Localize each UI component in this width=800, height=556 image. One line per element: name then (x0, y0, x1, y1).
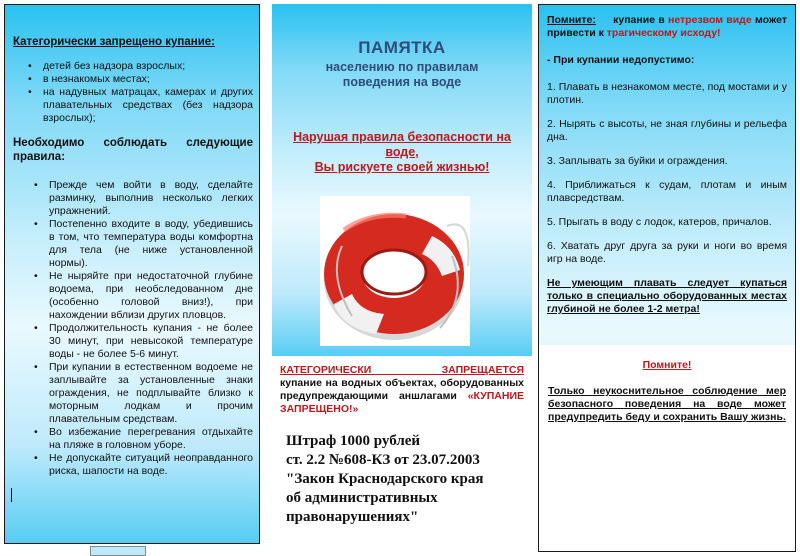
right-panel (538, 4, 796, 552)
list-item: 2. Нырять с высоты, не зная глубины и рельефа дна. (547, 118, 787, 143)
banned-sign: «КУПАНИЕ ЗАПРЕЩЕНО!» (280, 390, 525, 415)
remember-heading: Помните! (642, 359, 692, 371)
banned-text: купание на водных объектах, оборудованных предупреждающими аншлагами (280, 377, 524, 402)
unacceptable-heading: - При купании недопустимо: (547, 54, 695, 66)
bottom-strip (90, 546, 146, 556)
subtitle: населению по правилам поведения на воде (325, 60, 479, 89)
list-item: • Постепенно входите в воду, убедившись в том, что температура воды комфортна для тела (не ниже установленной нормы). (49, 218, 253, 270)
list-item: • Во избежание перегревания отдыхайте на пляже в головном уборе. (49, 426, 253, 452)
final-area (539, 345, 795, 551)
forbidden-heading: Категорически запрещено купание: (13, 36, 216, 48)
nonswimmers-note: Не умеющим плавать следует купаться только в специально оборудованных местах глубиной не более 1-2 метра! (547, 277, 787, 315)
list-item: • на надувных матрацах, камерах и других плавательных средствах (без надзора взрослых); (43, 86, 253, 125)
title-area (272, 4, 532, 356)
left-panel (4, 4, 260, 544)
list-item: • Продолжительность купания - не более 30 минут, при невысокой температуре воды - не более 5-6 минут. (49, 322, 253, 361)
list-item: 1. Плавать в незнакомом месте, под мостами и у плотин. (547, 81, 787, 106)
banned-heading: КАТЕГОРИЧЕСКИ ЗАПРЕЩАЕТСЯ (280, 364, 524, 376)
list-item: 4. Приближаться к судам, плотам и иным плавсредствам. (547, 179, 787, 204)
list-item: • Не допускайте ситуаций неоправданного риска, шапости на воде. (49, 452, 253, 478)
page-title: ПАМЯТКА (358, 38, 446, 57)
list-item: 6. Хватать друг друга за руки и ноги во время игр на воде. (547, 240, 787, 265)
banned-section (280, 364, 524, 416)
life-buoy-icon (272, 186, 532, 356)
rules-heading: Необходимо соблюдать следующие правила: (13, 137, 253, 163)
middle-panel (272, 4, 532, 549)
unacceptable-list (547, 81, 787, 266)
list-item: • в незнакомых местах; (43, 73, 253, 86)
text-cursor (11, 488, 12, 502)
rules-list (49, 179, 253, 478)
final-note: Только неукоснительное соблюдение мер безопасного поведения на воде может предупредить беду и сохранить Вашу жизнь. (548, 385, 786, 423)
drunk-warning: Помните: купание в нетрезвом виде может привести к трагическому исходу! (547, 14, 787, 39)
fine-area (272, 356, 532, 549)
list-item: • Прежде чем войти в воду, сделайте разминку, выполнив несколько легких упражнений. (49, 179, 253, 218)
remember-label: Помните: (547, 14, 596, 26)
list-item: • Не ныряйте при недостаточной глубине водоема, при необследованном дне (особенно головой вниз!), при нахождении вблизи других пловцов. (49, 270, 253, 322)
list-item: 5. Прыгать в воду с лодок, катеров, причалов. (547, 216, 772, 228)
forbidden-list (43, 60, 253, 125)
warning-text: Нарушая правила безопасности на воде, Вы рискуете своей жизнью! (293, 130, 511, 174)
list-item: • При купании в естественном водоеме не заплывайте за установленные знаки ограждения, не подплывайте близко к моторным лодкам и прочим плавательным средствам. (49, 361, 253, 426)
list-item: • детей без надзора взрослых; (43, 60, 253, 73)
list-item: 3. Заплывать за буйки и ограждения. (547, 155, 728, 167)
fine-text: Штраф 1000 рублей ст. 2.2 №608-КЗ от 23.07.2003 "Закон Краснодарского края об административных правонарушениях" (286, 433, 484, 525)
